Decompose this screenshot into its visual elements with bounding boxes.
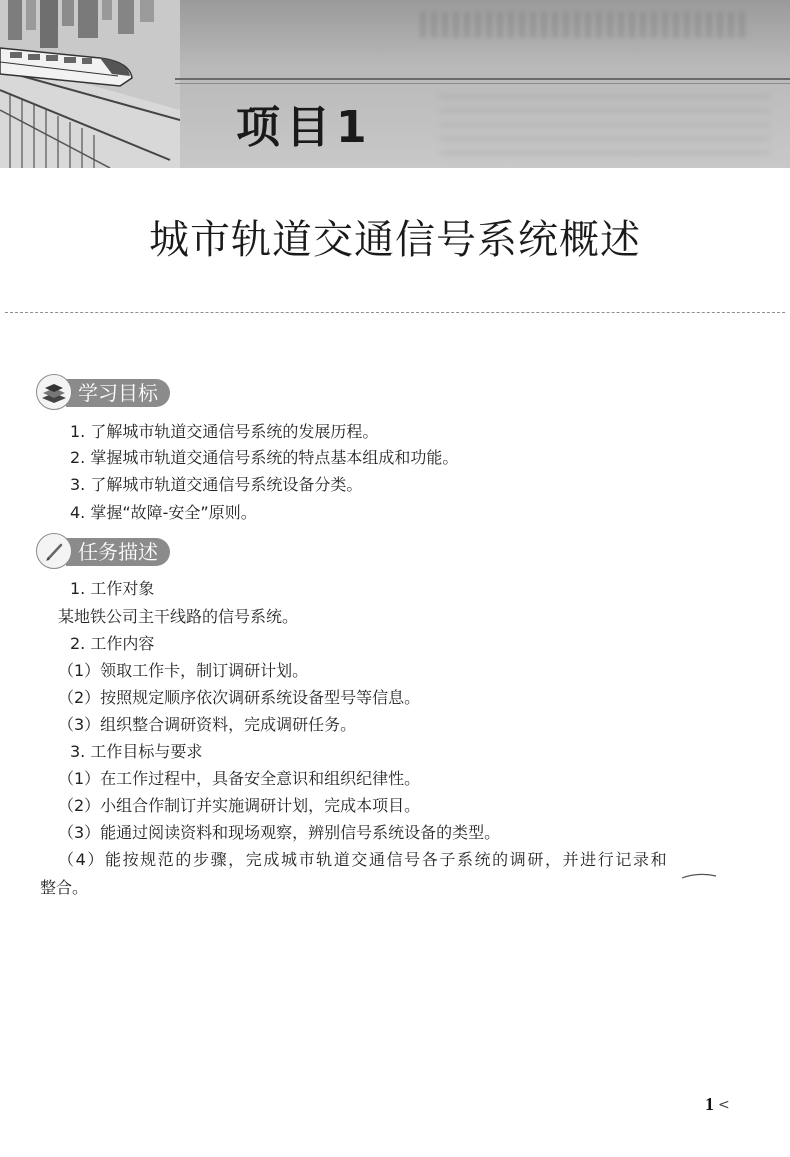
list-item: 2. 工作内容 [70, 634, 155, 653]
chapter-title: 城市轨道交通信号系统概述 [149, 217, 641, 263]
list-item: 整合。 [40, 878, 89, 897]
header-faded-background [440, 95, 770, 155]
chapter-header-banner [0, 0, 790, 168]
list-item: 2. 掌握城市轨道交通信号系统的特点基本组成和功能。 [70, 448, 459, 467]
list-item: （1）领取工作卡，制订调研计划。 [58, 661, 309, 680]
pen-icon [39, 537, 69, 565]
list-item: （4）能按规范的步骤，完成城市轨道交通信号各子系统的调研，并进行记录和 [58, 850, 669, 869]
list-item: 3. 工作目标与要求 [70, 742, 203, 761]
train-illustration-icon [0, 0, 180, 168]
handwritten-mark-icon [680, 868, 720, 882]
section-heading-objectives [36, 374, 236, 414]
list-item: 某地铁公司主干线路的信号系统。 [58, 607, 299, 626]
list-item: 1. 了解城市轨道交通信号系统的发展历程。 [70, 422, 379, 441]
header-faded-text [420, 12, 750, 38]
list-item: （1）在工作过程中，具备安全意识和组织纪律性。 [58, 769, 421, 788]
list-item: 1. 工作对象 [70, 579, 155, 598]
list-item: 4. 掌握“故障-安全”原则。 [70, 503, 257, 522]
project-title: 项目1 [236, 102, 373, 153]
section-heading-task [36, 533, 236, 573]
list-item: （3）能通过阅读资料和现场观察，辨别信号系统设备的类型。 [58, 823, 501, 842]
section-title-task: 任务描述 [66, 538, 170, 566]
section-title-objectives: 学习目标 [66, 379, 170, 407]
header-rule [175, 78, 790, 84]
list-item: （2）小组合作制订并实施调研计划，完成本项目。 [58, 796, 421, 815]
list-item: （3）组织整合调研资料，完成调研任务。 [58, 715, 357, 734]
page-number: 1 [705, 1094, 714, 1114]
book-stack-icon [39, 378, 69, 406]
list-item: （2）按照规定顺序依次调研系统设备型号等信息。 [58, 688, 421, 707]
dashed-divider [5, 312, 785, 313]
list-item: 3. 了解城市轨道交通信号系统设备分类。 [70, 475, 363, 494]
page-marker-icon: < [718, 1097, 730, 1113]
